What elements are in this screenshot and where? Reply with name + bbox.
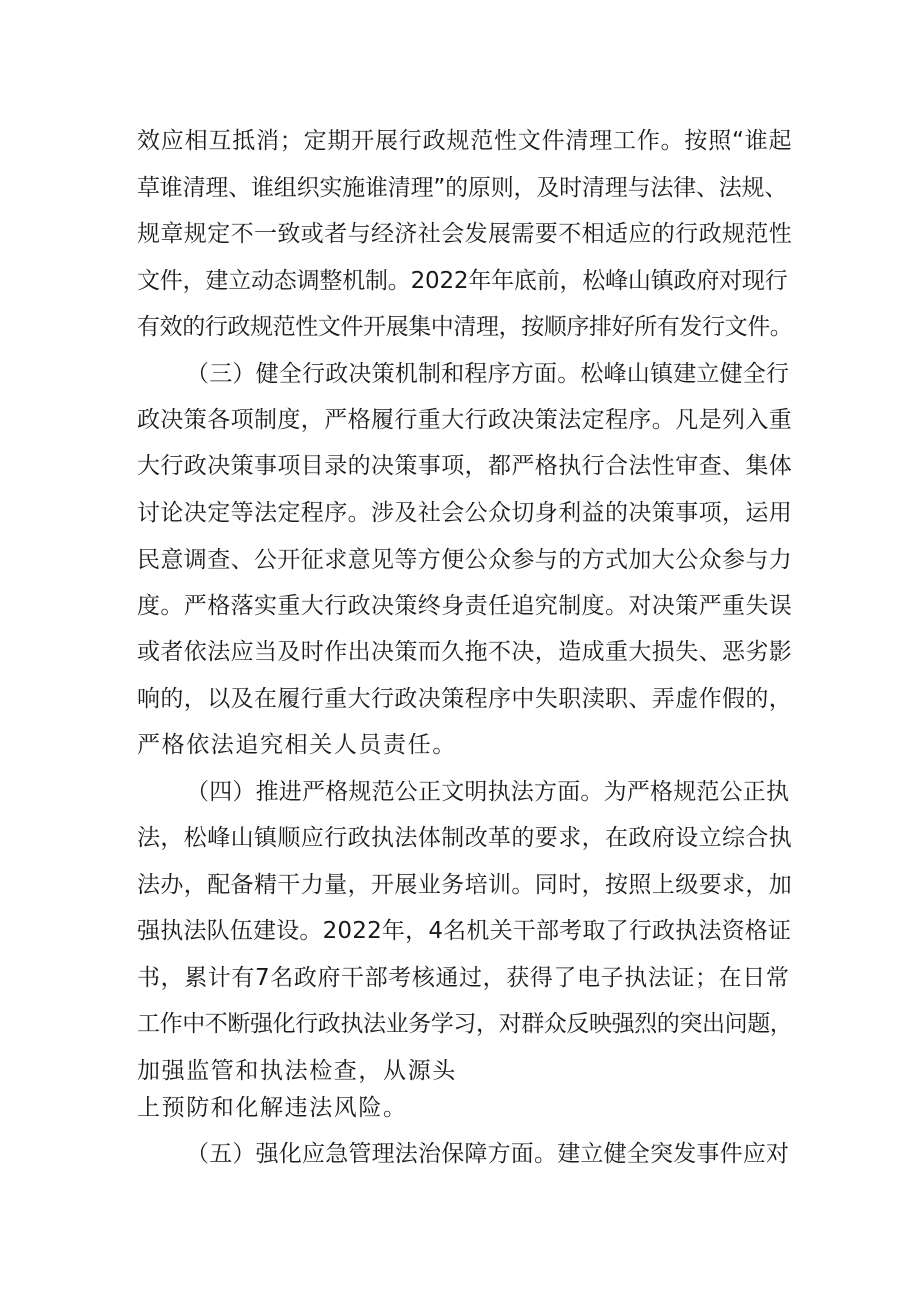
text-line: 严格依法追究相关人员责任。 — [137, 732, 457, 758]
text-line: 或者依法应当及时作出决策而久拖不决，造成重大损失、恶劣影 — [137, 639, 793, 665]
text-line: 书，累计有7名政府干部考核通过，获得了电子执法证；在日常 — [137, 965, 790, 991]
text-line: 法，松峰山镇顺应行政执法体制改革的要求，在政府设立综合执 — [137, 825, 793, 851]
text-line: 效应相互抵消；定期开展行政规范性文件清理工作。按照“谁起 — [137, 128, 793, 154]
text-line: 民意调查、公开征求意见等方便公众参与的方式加大公众参与力 — [137, 547, 793, 573]
text-line: 规章规定不一致或者与经济社会发展需要不相适应的行政规范性 — [137, 221, 793, 247]
text-line: 工作中不断强化行政执法业务学习，对群众反映强烈的突出问题， — [137, 1011, 793, 1037]
text-line: 文件，建立动态调整机制。2022年年底前，松峰山镇政府对现行 — [137, 268, 788, 294]
text-line: 草谁清理、谁组织实施谁清理”的原则，及时清理与法律、法规、 — [137, 175, 788, 201]
text-line: 度。严格落实重大行政决策终身责任追究制度。对决策严重失误 — [137, 593, 793, 619]
paragraph-heading-4: （四）推进严格规范公正文明执法方面。为严格规范公正执 — [186, 779, 790, 805]
text-line: 大行政决策事项目录的决策事项，都严格执行合法性审查、集体 — [137, 453, 793, 479]
text-line: 强执法队伍建设。2022年，4名机关干部考取了行政执法资格证 — [137, 918, 792, 944]
text-line: 响的，以及在履行重大行政决策程序中失职渎职、弄虚作假的， — [137, 686, 793, 712]
paragraph-heading-5: （五）强化应急管理法治保障方面。建立健全突发事件应对 — [186, 1141, 790, 1167]
text-line: 讨论决定等法定程序。涉及社会公众切身利益的决策事项，运用 — [137, 500, 793, 526]
text-line: 加强监管和执法检查，从源头 — [137, 1058, 457, 1084]
text-line: 法办，配备精干力量，开展业务培训。同时，按照上级要求，加 — [137, 872, 793, 898]
text-line: 上预防和化解违法风险。 — [137, 1095, 408, 1121]
text-line: 政决策各项制度，严格履行重大行政决策法定程序。凡是列入重 — [137, 407, 793, 433]
text-line: 有效的行政规范性文件开展集中清理，按顺序排好所有发行文件。 — [137, 314, 793, 340]
paragraph-heading-3: （三）健全行政决策机制和程序方面。松峰山镇建立健全行 — [186, 361, 790, 387]
